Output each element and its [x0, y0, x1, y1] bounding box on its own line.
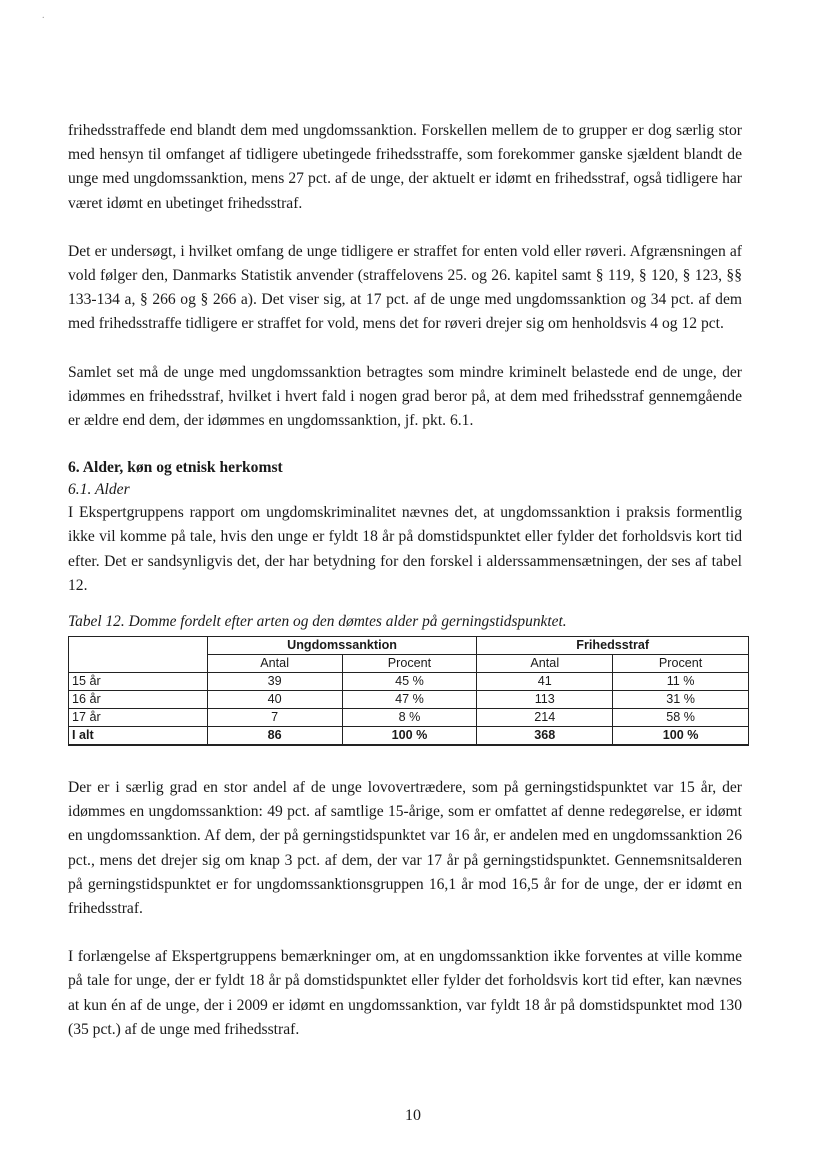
table-cell: 45 %: [342, 673, 477, 691]
table-corner-cell: [69, 637, 208, 673]
table-cell: 31 %: [613, 691, 749, 709]
row-label: 15 år: [69, 673, 208, 691]
subsection-heading: 6.1. Alder: [68, 481, 130, 499]
table-cell: 8 %: [342, 709, 477, 727]
row-label: I alt: [69, 727, 208, 746]
scan-mark: .: [42, 10, 45, 21]
table-cell: 39: [207, 673, 342, 691]
table-row: [69, 673, 749, 691]
section-heading: 6. Alder, køn og etnisk herkomst: [68, 459, 283, 477]
sub-header: Procent: [613, 655, 749, 673]
table-cell: 40: [207, 691, 342, 709]
table-cell: 368: [477, 727, 613, 746]
sub-header: Procent: [342, 655, 477, 673]
paragraph-4: I Ekspertgruppens rapport om ungdomskriminalitet nævnes det, at ungdomssanktion i praksis formentlig ikke vil komme på tale, hvis den unge er fyldt 18 år på domstidspunktet eller fylder det forholdsvis kort tid efter. Det er sandsynligvis det, der har betydning for den forskel i alderssammensætningen, der ses af tabel 12.: [68, 504, 742, 594]
table-cell: 47 %: [342, 691, 477, 709]
table-total-row: [69, 727, 749, 746]
paragraph-1: frihedsstraffede end blandt dem med ungdomssanktion. Forskellen mellem de to grupper er dog særlig stor med hensyn til omfanget af tidligere ubetingede frihedsstraffe, som forekommer ganske sjældent blandt de unge med ungdomssanktion, mens 27 pct. af de unge, der aktuelt er idømt en frihedsstraf, også tidligere har været idømt en ubetinget frihedsstraf.: [68, 122, 742, 212]
page-body: [68, 119, 742, 1042]
table-cell: 100 %: [342, 727, 477, 746]
table-caption: Tabel 12. Domme fordelt efter arten og den dømtes alder på gerningstidspunktet.: [68, 613, 567, 631]
paragraph-3: Samlet set må de unge med ungdomssanktion betragtes som mindre kriminelt belastede end de unge, der idømmes en frihedsstraf, hvilket i hvert fald i nogen grad beror på, at dem med frihedsstraf gennemgående er ældre end dem, der idømmes en ungdomssanktion, jf. pkt. 6.1.: [68, 363, 742, 430]
sub-header: Antal: [477, 655, 613, 673]
table-group-header-row: [69, 637, 749, 655]
table-cell: 214: [477, 709, 613, 727]
table-row: [69, 709, 749, 727]
table-cell: 113: [477, 691, 613, 709]
table-cell: 41: [477, 673, 613, 691]
table-row: [69, 691, 749, 709]
table-cell: 11 %: [613, 673, 749, 691]
page-number: 10: [405, 1107, 421, 1124]
table-cell: 58 %: [613, 709, 749, 727]
row-label: 16 år: [69, 691, 208, 709]
paragraph-6: I forlængelse af Ekspertgruppens bemærkninger om, at en ungdomssanktion ikke forventes at ville komme på tale for unge, der er fyldt 18 år på domstidspunktet eller fylder det forholdsvis kort tid efter, kan nævnes at kun én af de unge, der i 2009 er idømt en ungdomssanktion, var fyldt 18 år på domstidspunktet mod 130 (35 pct.) af de unge med frihedsstraf.: [68, 948, 742, 1038]
paragraph-2: Det er undersøgt, i hvilket omfang de unge tidligere er straffet for enten vold eller røveri. Afgrænsningen af vold følger den, Danmarks Statistik anvender (straffelovens 25. og 26. kapitel samt § 119, § 120, § 123, §§ 133-134 a, § 266 og § 266 a). Det viser sig, at 17 pct. af de unge med ungdomssanktion og 34 pct. af dem med frihedsstraffe tidligere er straffet for vold, mens det for røveri drejer sig om henholdsvis 4 og 12 pct.: [68, 242, 742, 333]
table-12: [68, 636, 749, 746]
paragraph-5: Der er i særlig grad en stor andel af de unge lovovertrædere, som på gerningstidspunktet var 15 år, der idømmes en ungdomssanktion: 49 pct. af samtlige 15-årige, som er omfattet af denne redegørelse, er idømt en ungdomssanktion. Af dem, der på gerningstidspunktet var 16 år, er andelen med en ungdomssanktion 26 pct., mens det drejer sig om knap 3 pct. af dem, der var 17 år på gerningstidspunktet. Gennemsnitsalderen på gerningstidspunktet er for ungdomssanktionsgruppen 16,1 år mod 16,5 år for de unge, der er idømt en frihedsstraf.: [68, 779, 742, 918]
table-cell: 86: [207, 727, 342, 746]
sub-header: Antal: [207, 655, 342, 673]
table-cell: 100 %: [613, 727, 749, 746]
group-header-frihedsstraf: Frihedsstraf: [477, 637, 749, 655]
row-label: 17 år: [69, 709, 208, 727]
table-cell: 7: [207, 709, 342, 727]
group-header-ungdomssanktion: Ungdomssanktion: [207, 637, 477, 655]
